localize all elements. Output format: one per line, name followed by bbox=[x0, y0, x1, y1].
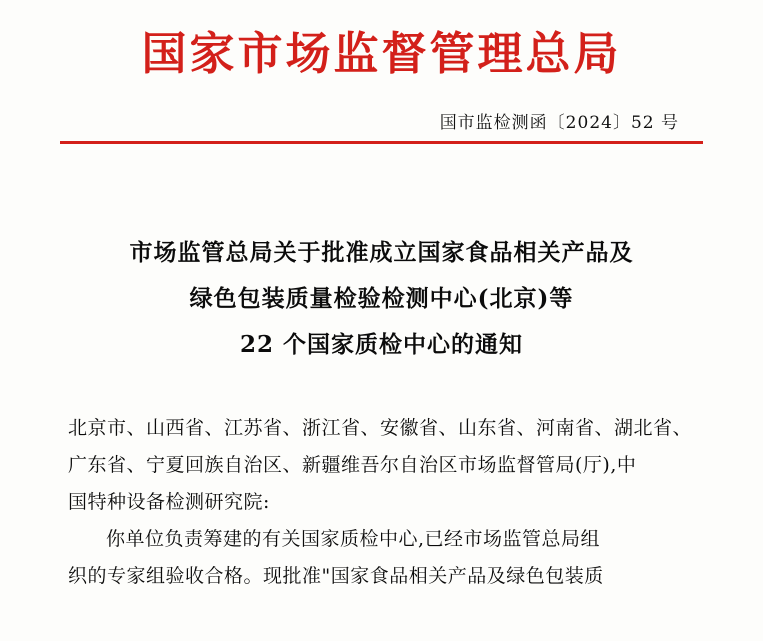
document-number-row bbox=[60, 108, 703, 133]
masthead bbox=[60, 0, 703, 82]
document-title-line-3: 22 个国家质检中心的通知 bbox=[239, 331, 523, 359]
issuing-organization-title: 国家市场监督管理总局 bbox=[141, 27, 622, 80]
main-paragraph-line-2: 织的专家组验收合格。现批准"国家食品相关产品及绿色包装质 bbox=[68, 565, 604, 588]
document-title-line-1: 市场监管总局关于批准成立国家食品相关产品及 bbox=[129, 239, 634, 267]
recipient-line-2: 广东省、宁夏回族自治区、新疆维吾尔自治区市场监督管局(厅),中 bbox=[68, 454, 637, 477]
recipient-line-1: 北京市、山西省、江苏省、浙江省、安徽省、山东省、河南省、湖北省、 bbox=[68, 417, 693, 440]
recipient-paragraph bbox=[68, 410, 695, 521]
document-title bbox=[60, 230, 703, 368]
document-number: 国市监检测函〔2024〕52 号 bbox=[439, 113, 679, 134]
document-body bbox=[60, 410, 703, 595]
red-divider-rule bbox=[60, 141, 703, 144]
main-paragraph bbox=[68, 521, 695, 595]
main-paragraph-line-1: 你单位负责筹建的有关国家质检中心,已经市场监管总局组 bbox=[106, 528, 601, 551]
recipient-line-3: 国特种设备检测研究院: bbox=[68, 491, 270, 514]
document-title-line-2: 绿色包装质量检验检测中心(北京)等 bbox=[189, 285, 574, 313]
